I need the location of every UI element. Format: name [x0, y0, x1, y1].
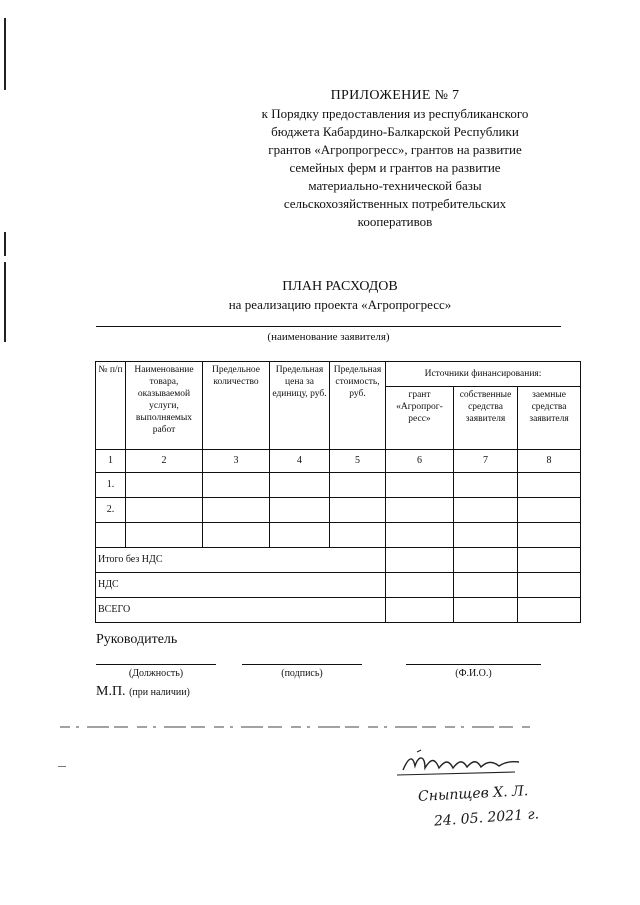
appendix-line: материально-технической базы: [308, 178, 482, 193]
header-num: № п/п: [96, 362, 126, 450]
scan-artifact-mark: [58, 766, 66, 767]
table-cell: [386, 598, 454, 623]
signature-line: [242, 664, 362, 665]
column-number: 6: [386, 450, 454, 473]
table-cell: [386, 548, 454, 573]
total-row: [96, 548, 581, 573]
scan-edge-mark: [4, 232, 6, 256]
applicant-name-caption: (наименование заявителя): [267, 331, 390, 343]
table-header-row: [96, 362, 581, 387]
column-number: 2: [126, 450, 203, 473]
vat-label: НДС: [96, 573, 386, 598]
table-row: [96, 523, 581, 548]
appendix-line: сельскохозяйственных потребительских: [283, 196, 507, 211]
table-row: [96, 473, 581, 498]
table-row: [96, 498, 581, 523]
header-sources: Источники финансирования:: [386, 362, 581, 387]
fio-line: [406, 664, 541, 665]
table-cell: [203, 498, 270, 523]
table-cell: [518, 548, 581, 573]
table-cell: [454, 573, 518, 598]
handwritten-date: 24. 05. 2021 г.: [433, 806, 540, 830]
column-number: 1: [96, 450, 126, 473]
table-cell: [518, 523, 581, 548]
applicant-name-line: [96, 326, 561, 327]
table-cell: [386, 523, 454, 548]
table-cell: [518, 598, 581, 623]
appendix-title: ПРИЛОЖЕНИЕ № 7: [330, 88, 460, 103]
table-cell: [454, 548, 518, 573]
table-cell: [126, 498, 203, 523]
fio-caption: (Ф.И.О.): [455, 668, 492, 679]
table-cell: [126, 523, 203, 548]
header-cost: Предельная стоимость, руб.: [330, 362, 386, 450]
header-source-own: собственные средства заявителя: [454, 387, 518, 450]
plan-subtitle: на реализацию проекта «Агропрогресс»: [228, 297, 452, 312]
header-name: Наименование товара, оказываемой услуги, выполняемых работ: [126, 362, 203, 450]
appendix-line: семейных ферм и грантов на развитие: [289, 160, 501, 175]
total-label: Итого без НДС: [96, 548, 386, 573]
column-number-row: [96, 450, 581, 473]
scan-edge-mark: [4, 262, 6, 342]
table-cell: [518, 498, 581, 523]
handwritten-name: Сныпщев Х. Л.: [417, 783, 529, 805]
header-unit-price: Предельная цена за единицу, руб.: [270, 362, 330, 450]
scan-artifact-dashes: [60, 726, 540, 728]
appendix-line: к Порядку предоставления из республиканского: [261, 106, 529, 121]
table-cell: [518, 473, 581, 498]
row-number: 1.: [96, 473, 126, 498]
table-cell: [330, 498, 386, 523]
row-number: 2.: [96, 498, 126, 523]
column-number: 7: [454, 450, 518, 473]
column-number: 5: [330, 450, 386, 473]
table-cell: [386, 473, 454, 498]
stamp-label: М.П.: [96, 684, 126, 699]
table-cell: [386, 573, 454, 598]
table-cell: [454, 498, 518, 523]
column-number: 8: [518, 450, 581, 473]
table-cell: [270, 523, 330, 548]
header-source-grant: грант «Агропрог-ресс»: [386, 387, 454, 450]
header-source-loan: заемные средства заявителя: [518, 387, 581, 450]
grand-total-label: ВСЕГО: [96, 598, 386, 623]
column-number: 4: [270, 450, 330, 473]
plan-heading: [160, 278, 520, 314]
appendix-line: кооперативов: [357, 214, 433, 229]
table-cell: [203, 523, 270, 548]
column-number: 3: [203, 450, 270, 473]
appendix-line: грантов «Агропрогресс», грантов на развитие: [268, 142, 522, 157]
table-cell: [270, 473, 330, 498]
table-cell: [330, 523, 386, 548]
appendix-header: [230, 88, 560, 231]
total-row: [96, 598, 581, 623]
head-label: Руководитель: [96, 632, 178, 647]
table-cell: [270, 498, 330, 523]
signature-scribble: [395, 748, 525, 780]
budget-table: [95, 361, 581, 623]
table-cell: [454, 473, 518, 498]
table-cell: [518, 573, 581, 598]
table-cell: [386, 498, 454, 523]
stamp-note: (при наличии): [129, 687, 190, 698]
plan-title: ПЛАН РАСХОДОВ: [282, 279, 398, 294]
table-cell: [203, 473, 270, 498]
signature-caption: (подпись): [281, 668, 323, 679]
position-line: [96, 664, 216, 665]
position-caption: (Должность): [128, 668, 184, 679]
table-cell: [454, 598, 518, 623]
row-number: [96, 523, 126, 548]
table-cell: [126, 473, 203, 498]
scan-edge-mark: [4, 18, 6, 90]
header-qty: Предельное количество: [203, 362, 270, 450]
table-cell: [330, 473, 386, 498]
appendix-line: бюджета Кабардино-Балкарской Республики: [271, 124, 519, 139]
stamp-place: [96, 684, 190, 700]
total-row: [96, 573, 581, 598]
table-cell: [454, 523, 518, 548]
